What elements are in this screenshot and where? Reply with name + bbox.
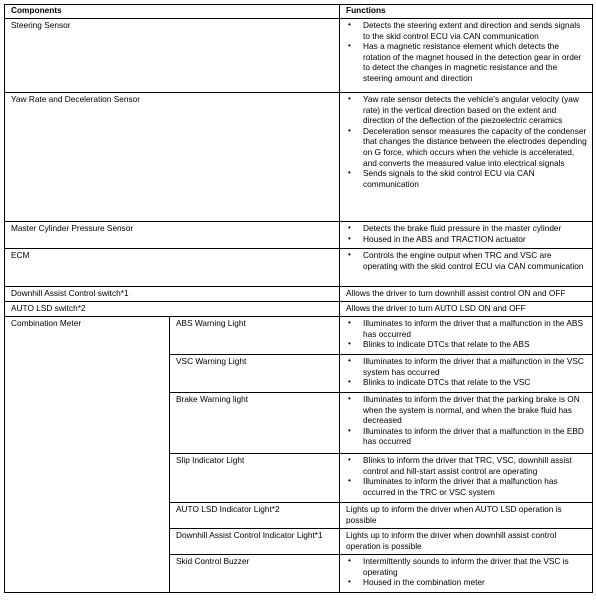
table-row: [5, 249, 593, 287]
function-text: Allows the driver to turn AUTO LSD ON and OFF: [340, 302, 593, 317]
subcomponent-name: AUTO LSD Indicator Light*2: [170, 503, 340, 529]
function-item: • Blinks to indicate DTCs that relate to the VSC: [346, 377, 587, 388]
functions-header: Functions: [340, 5, 593, 19]
function-list: [346, 223, 587, 244]
function-list: [346, 20, 587, 84]
function-cell: [340, 454, 593, 503]
function-cell: [340, 249, 593, 287]
table-row: [5, 317, 593, 355]
subcomponent-name: ABS Warning Light: [170, 317, 340, 355]
function-text: Allows the driver to turn downhill assist control ON and OFF: [340, 287, 593, 302]
function-item: • Housed in the ABS and TRACTION actuator: [346, 234, 587, 245]
function-cell: [340, 317, 593, 355]
function-cell: [340, 393, 593, 454]
subcomponent-name: Skid Control Buzzer: [170, 555, 340, 593]
function-item: • Detects the steering extent and direction and sends signals to the skid control ECU via CAN communication: [346, 20, 587, 41]
component-name: AUTO LSD switch*2: [5, 302, 340, 317]
component-name: Downhill Assist Control switch*1: [5, 287, 340, 302]
function-list: [346, 356, 587, 388]
table-header-row: [5, 5, 593, 19]
function-list: [346, 250, 587, 271]
table-row: [5, 93, 593, 222]
component-name: ECM: [5, 249, 340, 287]
function-text: Lights up to inform the driver when downhill assist control operation is possible: [340, 529, 593, 555]
function-cell: [340, 222, 593, 249]
function-item: • Yaw rate sensor detects the vehicle's angular velocity (yaw rate) in the vertical direction based on the extent and direction of the deflection of the piezoelectric ceramics: [346, 94, 587, 126]
component-name: Steering Sensor: [5, 19, 340, 93]
function-list: [346, 455, 587, 497]
component-name: Master Cylinder Pressure Sensor: [5, 222, 340, 249]
function-cell: [340, 19, 593, 93]
function-list: [346, 556, 587, 588]
subcomponent-name: VSC Warning Light: [170, 355, 340, 393]
function-item: • Blinks to indicate DTCs that relate to the ABS: [346, 339, 587, 350]
function-item: • Detects the brake fluid pressure in the master cylinder: [346, 223, 587, 234]
function-item: • Illuminates to inform the driver that a malfunction has occurred in the TRC or VSC system: [346, 476, 587, 497]
function-item: • Deceleration sensor measures the capacity of the condenser that changes the distance between the electrodes depending on G force, which occurs when the vehicle is accelerated, and converts the measured value into electrical signals: [346, 126, 587, 168]
components-functions-table: [4, 4, 593, 593]
function-item: • Illuminates to inform the driver that the parking brake is ON when the system is normal, and when the brake fluid has decreased: [346, 394, 587, 426]
function-item: • Controls the engine output when TRC and VSC are operating with the skid control ECU via CAN communication: [346, 250, 587, 271]
subcomponent-name: Slip Indicator Light: [170, 454, 340, 503]
function-item: • Illuminates to inform the driver that a malfunction in the VSC system has occurred: [346, 356, 587, 377]
function-item: • Illuminates to inform the driver that a malfunction in the ABS has occurred: [346, 318, 587, 339]
function-text: Lights up to inform the driver when AUTO LSD operation is possible: [340, 503, 593, 529]
combination-meter-label: Combination Meter: [5, 317, 170, 593]
function-item: • Blinks to inform the driver that TRC, VSC, downhill assist control and hill-start assist control are operating: [346, 455, 587, 476]
function-item: • Has a magnetic resistance element which detects the rotation of the magnet housed in the detection gear in order to detect the changes in magnetic resistance and the steering amount and direction: [346, 41, 587, 83]
table-row: [5, 19, 593, 93]
function-item: • Intermittently sounds to inform the driver that the VSC is operating: [346, 556, 587, 577]
table-row: [5, 222, 593, 249]
table-row: [5, 287, 593, 302]
function-item: • Sends signals to the skid control ECU via CAN communication: [346, 168, 587, 189]
function-cell: [340, 555, 593, 593]
function-list: [346, 94, 587, 189]
table-row: [5, 302, 593, 317]
function-list: [346, 318, 587, 350]
component-name: Yaw Rate and Deceleration Sensor: [5, 93, 340, 222]
function-item: • Illuminates to inform the driver that a malfunction in the EBD has occurred: [346, 426, 587, 447]
function-item: • Housed in the combination meter: [346, 577, 587, 588]
components-header: Components: [5, 5, 340, 19]
function-cell: [340, 93, 593, 222]
function-cell: [340, 355, 593, 393]
subcomponent-name: Brake Warning light: [170, 393, 340, 454]
function-list: [346, 394, 587, 447]
subcomponent-name: Downhill Assist Control Indicator Light*1: [170, 529, 340, 555]
